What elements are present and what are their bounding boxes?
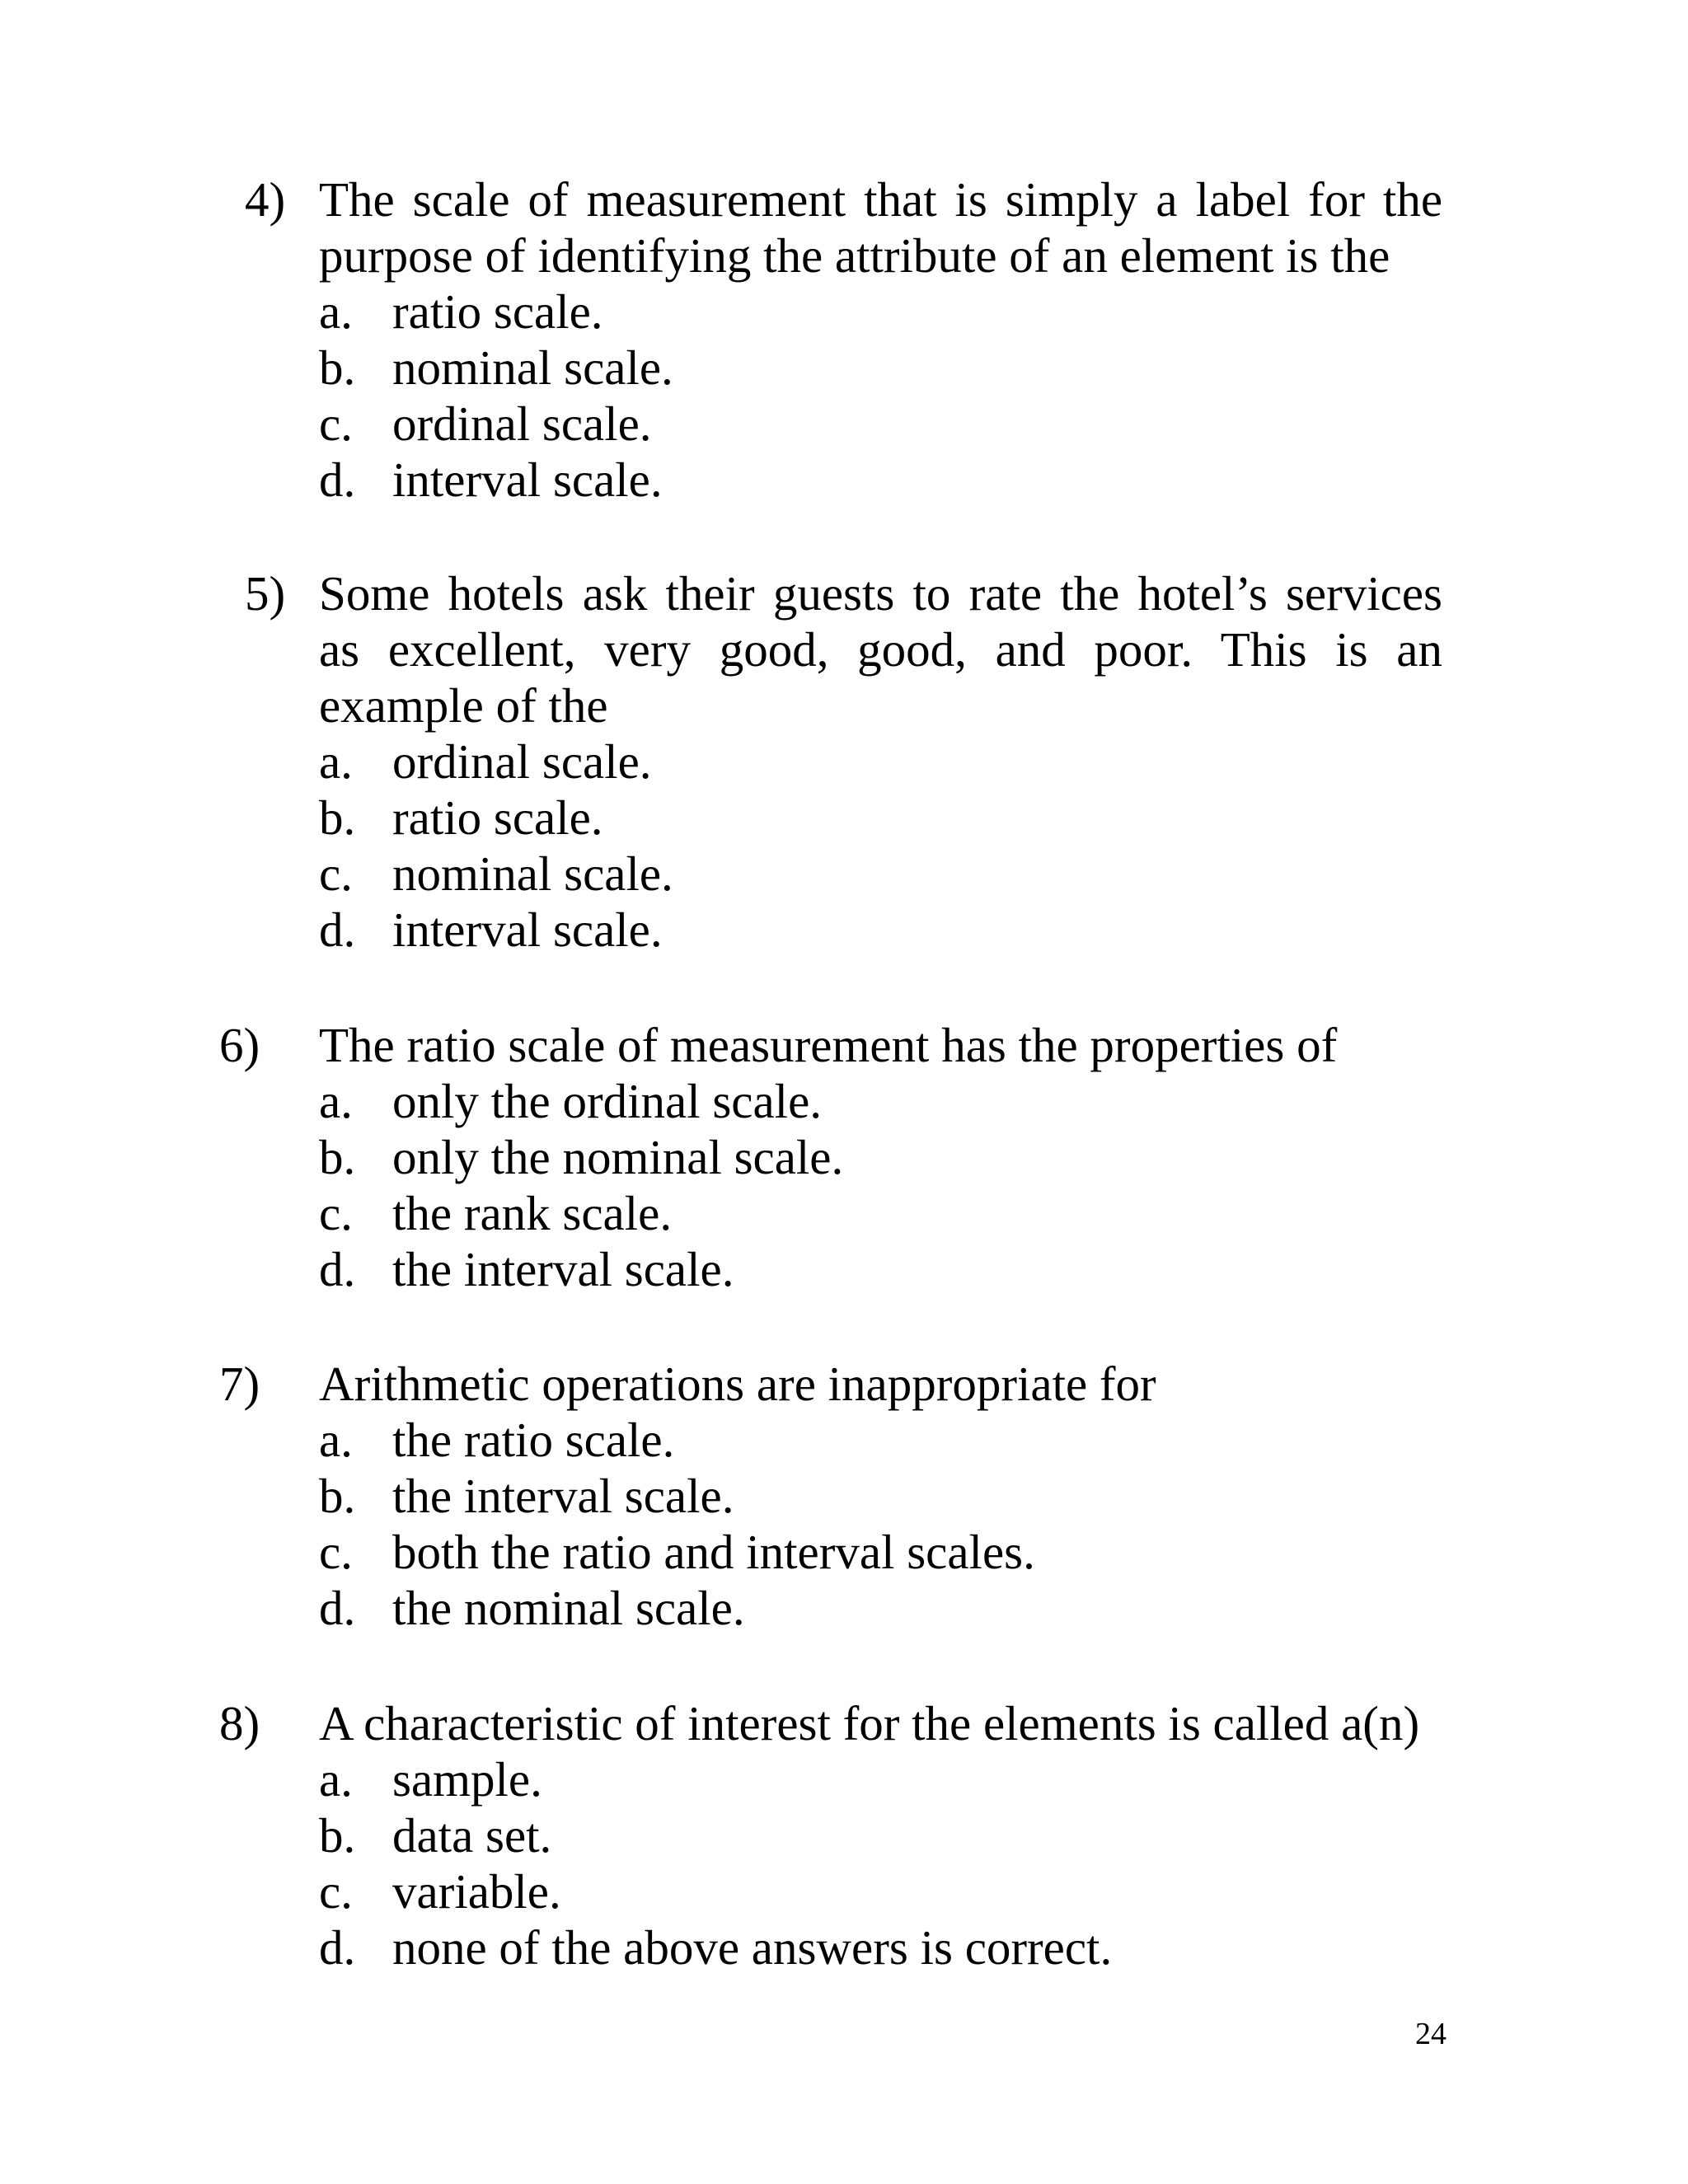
option-letter: d. (319, 1920, 356, 1975)
option-letter: d. (319, 1581, 356, 1635)
option-letter: d. (319, 902, 356, 957)
option-text: the interval scale. (392, 1242, 734, 1296)
option-letter: a. (319, 1074, 353, 1128)
option-letter: b. (319, 790, 356, 845)
question-stem (319, 1017, 1442, 1073)
answer-option-d (319, 1919, 1555, 1975)
option-text: interval scale. (392, 902, 663, 957)
option-text: only the ordinal scale. (392, 1074, 823, 1128)
option-letter: b. (319, 1469, 356, 1523)
option-text: ordinal scale. (392, 396, 652, 451)
answer-option-b (319, 1468, 1555, 1524)
answer-option-a (319, 1412, 1555, 1468)
option-text: ratio scale. (392, 790, 603, 845)
stem-line: purpose of identifying the attribute of an element is the (319, 228, 1390, 283)
option-text: the nominal scale. (392, 1581, 745, 1635)
answer-option-b (319, 340, 1555, 396)
option-text: the ratio scale. (392, 1413, 675, 1467)
page-number: 24 (1415, 2017, 1447, 2051)
answer-option-c (319, 396, 1555, 452)
option-letter: c. (319, 396, 353, 451)
option-letter: d. (319, 1242, 356, 1296)
answer-option-a (319, 1751, 1555, 1807)
option-letter: a. (319, 1752, 353, 1807)
option-text: variable. (392, 1864, 561, 1919)
option-letter: c. (319, 846, 353, 901)
question-number: 6) (219, 1018, 260, 1072)
question-stem (319, 1356, 1442, 1412)
option-letter: a. (319, 1413, 353, 1467)
option-text: the interval scale. (392, 1469, 734, 1523)
answer-option-a (319, 733, 1555, 790)
option-text: data set. (392, 1808, 552, 1863)
option-text: nominal scale. (392, 846, 673, 901)
option-letter: c. (319, 1525, 353, 1579)
option-text: ratio scale. (392, 284, 603, 339)
question-stem (319, 565, 1442, 733)
answer-option-d (319, 452, 1555, 508)
question-number: 7) (219, 1357, 260, 1411)
answer-option-c (319, 1863, 1555, 1919)
option-letter: b. (319, 1808, 356, 1863)
option-text: none of the above answers is correct. (392, 1920, 1113, 1975)
question-stem (319, 1695, 1442, 1751)
answer-options (319, 1412, 1555, 1636)
option-text: interval scale. (392, 452, 663, 507)
question-number: 5) (245, 566, 286, 621)
option-letter: a. (319, 284, 353, 339)
option-text: only the nominal scale. (392, 1130, 844, 1184)
answer-option-b (319, 1129, 1555, 1185)
stem-line: as excellent, very good, good, and poor. This is an (319, 622, 1442, 677)
answer-option-c (319, 846, 1555, 902)
stem-line: A characteristic of interest for the elements is called a(n) (319, 1696, 1420, 1750)
question-number: 4) (245, 172, 286, 227)
option-letter: b. (319, 340, 356, 395)
answer-options (319, 1073, 1555, 1297)
option-text: both the ratio and interval scales. (392, 1525, 1035, 1579)
option-letter: d. (319, 452, 356, 507)
stem-line: The ratio scale of measurement has the properties of (319, 1018, 1338, 1072)
answer-option-d (319, 902, 1555, 958)
answer-option-d (319, 1580, 1555, 1636)
answer-option-c (319, 1524, 1555, 1580)
option-text: nominal scale. (392, 340, 673, 395)
answer-options (319, 1751, 1555, 1975)
question-number: 8) (219, 1696, 260, 1750)
option-letter: a. (319, 734, 353, 789)
answer-option-b (319, 1807, 1555, 1863)
answer-option-c (319, 1185, 1555, 1241)
option-letter: c. (319, 1186, 353, 1240)
answer-option-a (319, 284, 1555, 340)
answer-options (319, 284, 1555, 508)
stem-line: Arithmetic operations are inappropriate for (319, 1357, 1156, 1411)
option-letter: c. (319, 1864, 353, 1919)
question-stem (319, 171, 1442, 284)
answer-option-a (319, 1073, 1555, 1129)
answer-option-b (319, 790, 1555, 846)
stem-line: The scale of measurement that is simply a label for the (319, 172, 1442, 227)
option-text: the rank scale. (392, 1186, 673, 1240)
answer-options (319, 733, 1555, 958)
stem-line: example of the (319, 678, 608, 733)
option-text: ordinal scale. (392, 734, 652, 789)
option-letter: b. (319, 1130, 356, 1184)
option-text: sample. (392, 1752, 542, 1807)
stem-line: Some hotels ask their guests to rate the hotel’s services (319, 566, 1442, 621)
answer-option-d (319, 1241, 1555, 1297)
